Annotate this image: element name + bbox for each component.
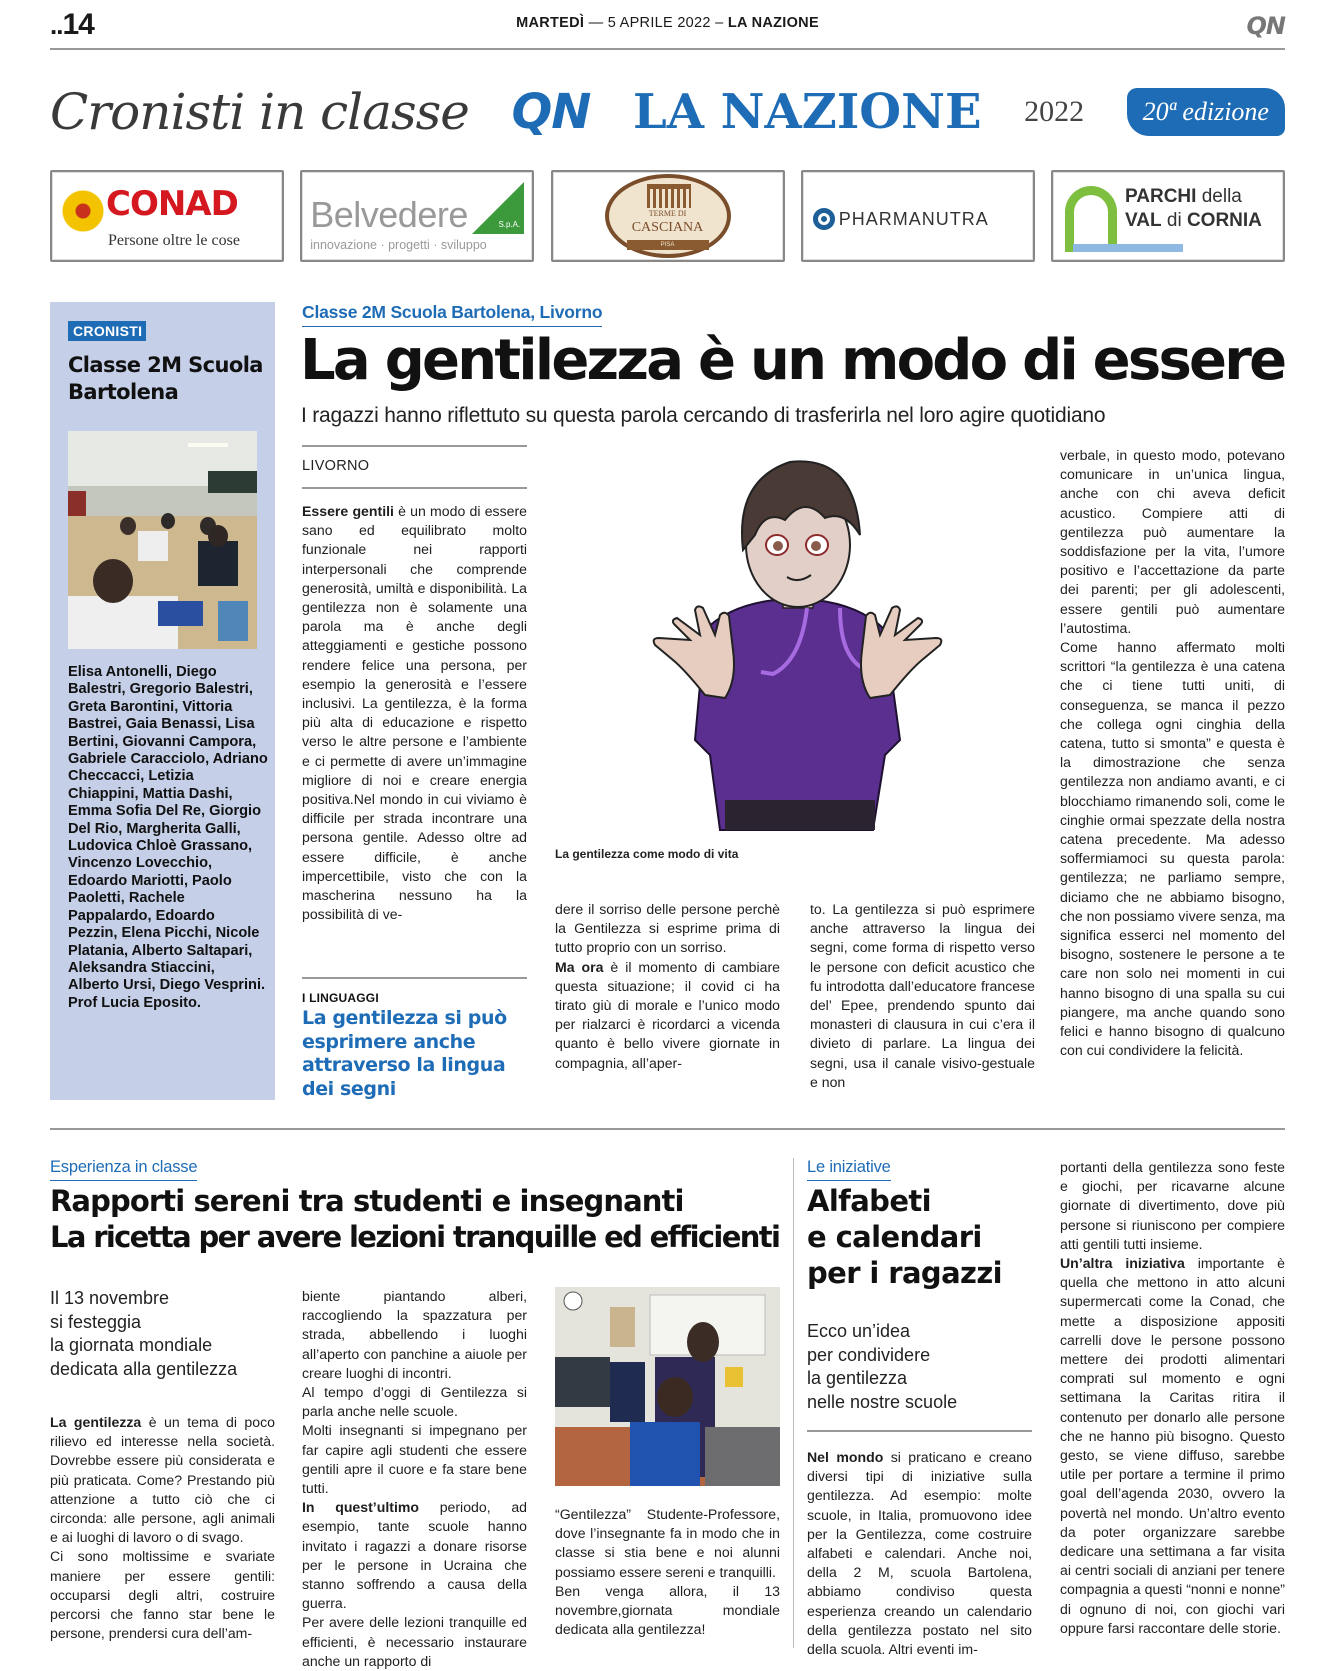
bottom-left-column-2 [302, 1287, 527, 1671]
body-text: è un modo di essere sano ed equilibrato molto funzionale nei rapporti interpersonali che comprende generosità, umiltà e disponibilità. La gentilezza non è solamente una parola ma è anche degli atteggiamenti e gestiche possono rendere felice una persona, per esempio la generosità e l’essere inclusivi. La gentilezza, è la forma più alta di educazione e rispetto verso le altre persone e l’ambiente e ci permette di avere un’immagine migliore di noi e creare energia positiva.Nel mondo in cui viviamo è difficile per strada incontrare una persona gentile. Adesso oltre ad essere difficile, è anche impercettibile, visto che con la mascherina nessuno ha la possibilità di ve- [302, 503, 527, 923]
headline-line: per i ragazzi [807, 1256, 1002, 1290]
lead-line: per condividere [807, 1344, 931, 1365]
page-number-value: 14 [62, 8, 94, 41]
body-text: si praticano e creano diversi tipi di iniziative sulla gentilezza. Ad esempio: molte scuole, in Italia, promuovono idee per la Gentilezza, come costruire alfabeti e calendari. Anche noi, della 2 M, scuola Bartolena, abbiamo condiviso questa esperienza creando un calendario della gentilezza postato nel sito della scuola. Altri eventi im- [807, 1449, 1032, 1658]
lead-line: si festeggia [50, 1311, 142, 1332]
masthead-qn-logo: QN [511, 84, 591, 140]
bottom-right-column-1 [807, 1448, 1032, 1659]
masthead-cronisti-logo: Cronisti in classe [50, 83, 469, 141]
lead-line: Il 13 novembre [50, 1288, 170, 1308]
dateline [0, 15, 1335, 31]
belvedere-logo-text: Belvedere [310, 194, 468, 235]
student-names: Elisa Antonelli, Diego Balestri, Gregorio Balestri, Greta Barontini, Vittoria Bastrei, Gaia Benassi, Lisa Bertini, Giovanni Campora, Gabriele Caracciolo, Adriano Checcacci, Letizia Chiappini, Mattia Dashi, Emma Sofia Del Re, Giorgio Del Rio, Margherita Galli, Ludovica Chloè Grassano, Vincenzo Lovecchio, Edoardo Mariotti, Paolo Paoletti, Rachele Pappalardo, Edoardo Pezzin, Elena Picchi, Nicole Platania, Alberto Saltapari, Aleksandra Stiaccini, Alberto Ursi, Diego Vesprini. Prof Lucia Eposito. [68, 664, 268, 1011]
bottom-left-kicker: Esperienza in classe [50, 1158, 197, 1181]
lead-in: Ma ora [555, 958, 604, 975]
headline-line: e calendari [807, 1220, 982, 1254]
classroom-photo [68, 431, 257, 649]
masthead [50, 72, 1285, 152]
header-rule [50, 48, 1285, 50]
lead-in: Nel mondo [807, 1449, 884, 1465]
conad-logo-text: CONAD [106, 184, 238, 224]
sponsor-terme-casciana[interactable] [551, 170, 785, 262]
body-text: dere il sorriso delle persone perchè la Gentilezza si esprime prima di tutto proprio con un sorriso. [555, 901, 780, 956]
parchi-word: PARCHI [1125, 186, 1197, 207]
body-text: importante è quella che mettono in atto alcuni supermercati come la Conad, che mette a disposizione appositi carrelli dove le persone possono mettere dei prodotti alimentari comprati sul momento e ogni settimana la Caritas ritira il contenuto per donarlo alle persone che ne hanno più bisogno. Questo gesto, se viene diffuso, sarebbe utile per portare a termine il primo goal dell’agenda 2030, ovvero la povertà nel mondo. Un’altro evento da poter organizzare sarebbe dedicare una settimana a far visita ai centri sociali di anziani per tenere compagnia a questi “nonni e nonne” di ognuno di noi, con giochi vari oppure farsi raccontare delle storie. [1060, 1255, 1285, 1636]
sidebar-tag: CRONISTI [68, 321, 146, 341]
bottom-left-headline [50, 1183, 785, 1255]
terme-seal [605, 174, 731, 258]
sponsor-bar [50, 170, 1285, 262]
sidebar-title: Classe 2M Scuola Bartolena [68, 353, 263, 404]
main-column-4 [1060, 446, 1285, 1061]
parchi-line-1 [1125, 186, 1242, 208]
column-divider [793, 1158, 794, 1648]
parchi-line-2 [1125, 210, 1262, 232]
sponsor-pharmanutra[interactable] [801, 170, 1035, 262]
divider [807, 1430, 1032, 1432]
body-text: verbale, in questo modo, potevano comunicare in un’unica lingua, anche con chi aveva deficit acustico. Compiere atti di gentilezza può aumentare la soddisfazione per la vita, l’umore positivo e l’accettazione da parte dei parenti; per gli adolescenti, essere gentili può aumentare l’autostima. [1060, 447, 1285, 636]
divider [302, 487, 527, 489]
body-text: Al tempo d’oggi di Gentilezza si parla anche nelle scuole. [302, 1384, 527, 1420]
body-text: portanti della gentilezza sono feste e giochi, per ricavarne alcune giornate di divertimento, dove più persone si riuniscono per compiere atti gentili tutti insieme. [1060, 1159, 1285, 1252]
terme-top-text: TERME DI [648, 209, 687, 218]
belvedere-spa: S.p.A. [498, 220, 521, 229]
lead-in: In quest’ultimo [302, 1499, 419, 1516]
cronisti-sidebar [50, 302, 275, 1100]
bottom-left-column-3 [555, 1505, 780, 1639]
body-text: to. La gentilezza si può esprimere anche attraverso la lingua dei segni, come forma di rispetto verso le persone con deficit acustico che fu introdotta dall’educatore francese del’ Epee, prendendo spunto dai monasteri di clausura in cui c’era il divieto di parlare. La lingua dei segni, usa il canale visivo-gestuale e non [810, 901, 1035, 1090]
lab-photo-drawing [555, 1287, 780, 1486]
flower-icon [62, 190, 104, 232]
parchi-cornia: CORNIA [1186, 210, 1262, 231]
body-text: Ci sono moltissime e svariate maniere per essere gentili: occuparsi degli altri, costruire percorsi che fanno star bene le persone, prendersi cura dell’am- [50, 1548, 275, 1642]
main-column-2 [555, 900, 780, 1073]
body-text: periodo, ad esempio, tante scuole hanno invitato i ragazzi a donare risorse per le persone in Ucraina che stanno soffrendo a causa della guerra. [302, 1499, 527, 1612]
body-text: Ben venga allora, il 13 novembre,giornata mondiale dedicata alla gentilezza! [555, 1582, 780, 1638]
lead-line: dedicata alla gentilezza [50, 1358, 238, 1379]
headline-line-1: Rapporti sereni tra studenti e insegnanti [50, 1184, 684, 1218]
dateline-sep-2: – [715, 15, 724, 31]
sponsor-belvedere[interactable] [300, 170, 534, 262]
masthead-edition-badge: 20ª edizione [1127, 88, 1285, 136]
terme-band: PISA [627, 240, 709, 250]
bottom-right-headline [807, 1183, 1037, 1291]
terme-name: CASCIANA [631, 220, 704, 235]
masthead-year: 2022 [1024, 95, 1085, 128]
body-text: Per avere delle lezioni tranquille ed efficienti, è necessario instaurare anche un rapporto di [302, 1614, 527, 1669]
masthead-nazione-logo: LA NAZIONE [632, 84, 982, 140]
headline-line-2: La ricetta per avere lezioni tranquille ed efficienti [50, 1220, 780, 1254]
headline-line: Alfabeti [807, 1184, 932, 1218]
weekday: MARTEDÌ [516, 15, 585, 31]
qn-logo-small: QN [1246, 12, 1285, 40]
lead-line: Ecco un’idea [807, 1321, 911, 1341]
lab-photo [555, 1287, 780, 1486]
lead-line: la gentilezza [807, 1368, 908, 1388]
lead-in: La gentilezza [50, 1414, 142, 1430]
divider [302, 977, 527, 979]
sign-language-illustration [555, 440, 1025, 830]
divider [302, 445, 527, 447]
main-subtitle: I ragazzi hanno riflettuto su questa parola cercando di trasferirla nel loro agire quotidiano [301, 404, 1106, 427]
date: 5 APRILE 2022 [607, 15, 711, 31]
article-dateline: LIVORNO [302, 458, 370, 474]
bottom-right-lead [807, 1320, 1032, 1414]
paper-name: LA NAZIONE [727, 15, 819, 31]
lead-in: Un’altra iniziativa [1060, 1255, 1185, 1272]
box-title: La gentilezza si può esprimere anche attraverso la lingua dei segni [302, 1007, 507, 1100]
dateline-sep: — [588, 15, 604, 31]
parchi-della: della [1196, 186, 1242, 207]
belvedere-tagline: innovazione · progetti · sviluppo [310, 238, 487, 252]
sponsor-conad[interactable] [50, 170, 284, 262]
pharmanutra-circle-icon [813, 208, 835, 230]
body-text: “Gentilezza” Studente-Professore, dove l’insegnante fa in modo che in classe si stia bene e noi alunni possiamo essere sereni e tranquilli. [555, 1506, 780, 1580]
lead-line: la giornata mondiale [50, 1335, 213, 1355]
lead-line: nelle nostre scuole [807, 1391, 958, 1412]
lead-in: Essere gentili [302, 503, 394, 519]
body-text: Come hanno affermato molti scrittori “la gentilezza è una catena che ci tiene tutti uniti, di conseguenza, se manca il pezzo che collega ogni cinghia della catena, tutto si smonta” e questa è la dimostrazione che senza gentilezza non andiamo avanti, e ci blocchiamo rimanendo soli, come le cinghie ormai spezzate della nostra catena precedente. Ma adesso soffermiamoci su questa parola: gentilezza; ne parliamo sempre, diciamo che ne abbiamo bisogno, che non possiamo vivere senza, ma significa esserci nel momento del bisogno, sostenere le persone a te care non solo nei momenti in cui hanno bisogno di una spalla su cui piangere, ma anche quando sono felici e hanno bisogno di qualcuno con cui condividere la felicità. [1060, 639, 1285, 1059]
conad-tagline: Persone oltre le cose [108, 232, 240, 249]
water-icon [1073, 244, 1183, 252]
boy-illustration [555, 440, 1025, 830]
illustration-caption: La gentilezza come modo di vita [555, 847, 739, 861]
bottom-left-column-1 [50, 1413, 275, 1643]
bottom-right-column-2 [1060, 1158, 1285, 1638]
classroom-photo-drawing [68, 431, 257, 649]
parchi-di: di [1161, 210, 1187, 231]
main-kicker: Classe 2M Scuola Bartolena, Livorno [302, 302, 602, 327]
bottom-right-kicker: Le iniziative [807, 1158, 891, 1181]
main-headline: La gentilezza è un modo di essere [300, 328, 1285, 393]
sponsor-parchi-val-di-cornia[interactable] [1051, 170, 1285, 262]
parchi-val: VAL [1125, 210, 1162, 231]
main-column-3 [810, 900, 1035, 1092]
body-text: biente piantando alberi, raccogliendo la spazzatura per strada, abbellendo i luoghi all’aperto con panchine a aiuole per creare luoghi di incontri. [302, 1288, 527, 1381]
box-tag: I LINGUAGGI [302, 991, 379, 1005]
main-column-1 [302, 502, 527, 924]
section-divider [50, 1128, 1285, 1130]
body-text: è il momento di cambiare questa situazione; il covid ci ha tirato giù di morale e l’unico modo per rialzarci è ricordarci a vicenda quanto è bello vivere giornate in compagnia, all’aper- [555, 958, 780, 1071]
building-icon [647, 184, 691, 208]
body-text: Molti insegnanti si impegnano per far capire agli studenti che essere gentili apre il cuore e fa stare bene tutti. [302, 1422, 527, 1497]
bottom-left-lead [50, 1287, 275, 1381]
pharmanutra-logo-text: PHARMANUTRA [838, 209, 989, 229]
body-text: è un tema di poco rilievo ed interesse nella società. Dovrebbe essere più considerata e più praticata. Come? Prestando più attenzione a tutto ciò che ci circonda: alle persone, agli animali e ai luoghi di lavoro o di svago. [50, 1414, 275, 1546]
page-number-dots: .. [50, 10, 63, 40]
arch-icon [1065, 186, 1117, 252]
